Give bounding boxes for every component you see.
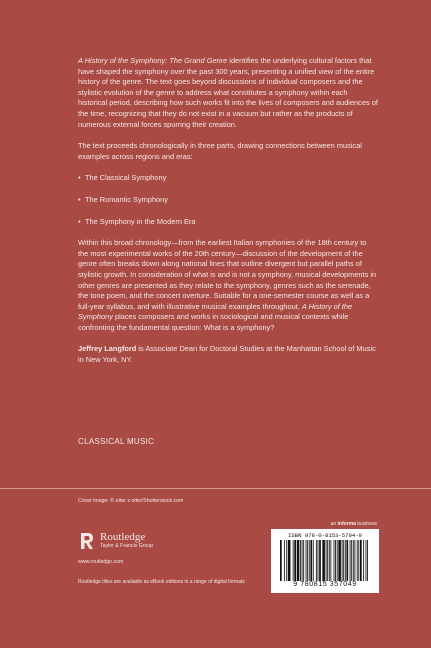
bullet-icon: • [78, 173, 81, 183]
barcode-bar [326, 540, 327, 581]
barcode-bar [354, 540, 355, 581]
bullet-icon: • [78, 216, 81, 226]
author-text: is Associate Dean for Doctoral Studies at the Manhattan School of Music in New York, NY. [78, 344, 376, 365]
barcode-bar [316, 540, 317, 581]
barcode-bar [288, 540, 291, 581]
isbn-barcode [271, 529, 379, 593]
routledge-logo-icon [78, 531, 96, 551]
publisher-group: Taylor & Francis Group [100, 543, 154, 549]
barcode-number: 9 780815 357049 [293, 581, 357, 588]
barcode-bar [284, 540, 285, 581]
cover-credit: Cover image: © otter x otter/Shutterstock.com [78, 498, 184, 504]
bullet-item [78, 217, 378, 228]
divider [0, 488, 431, 489]
barcode-bar [303, 540, 304, 581]
barcode-bar [366, 540, 367, 581]
routledge-logo [78, 531, 153, 551]
barcode-bars [280, 540, 370, 581]
ebook-note: Routledge titles are available as eBook editions in a range of digital formats [78, 579, 245, 585]
description-paragraph-2: The text proceeds chronologically in three parts, drawing connections between musical examples across regions and eras: [78, 141, 362, 161]
barcode-bar [338, 540, 341, 581]
barcode-bar [358, 540, 359, 581]
barcode-bar [351, 540, 352, 581]
barcode-bar [350, 540, 351, 581]
author-name: Jeffrey Langford [78, 344, 137, 354]
book-title-italic: A History of the Symphony [78, 301, 353, 322]
barcode-bar [327, 540, 328, 581]
barcode-bar [310, 540, 312, 581]
barcode-bar [357, 540, 358, 581]
barcode-bar [363, 540, 364, 581]
isbn-label: ISBN 978-0-8153-5704-9 [288, 532, 362, 539]
barcode-bar [345, 540, 346, 581]
bullet-label: The Romantic Symphony [85, 194, 168, 204]
description-text: places composers and works in sociological and musical contexts while confronting the fundamental question: What is a symphony? [78, 312, 349, 332]
barcode-bar [318, 540, 319, 581]
barcode-bar [297, 540, 300, 581]
barcode-bar [309, 540, 310, 581]
book-title-italic: A History of the Symphony: The Grand Genre [78, 56, 228, 65]
barcode-bar [346, 540, 348, 581]
barcode-bar [342, 540, 343, 581]
bullet-icon: • [78, 194, 81, 204]
informa-tagline: an informa business [330, 521, 377, 527]
description-paragraph-3 [78, 238, 378, 333]
barcode-bar [360, 540, 362, 581]
barcode-bar [329, 540, 330, 581]
barcode-bar [367, 540, 368, 581]
publisher-url: www.routledge.com [78, 559, 124, 565]
description-text: Within this broad chronology—from the earliest Italian symphonies of the 18th century to the most experimental works of the 20th century—discussion of the development of the genre often breaks down along national lines that outline divergent but parallel paths of stylistic growth. In consideration of what is and is not a symphony, musical developments in other genres are presented as they relate to the symphony, genres such as the serenade, the tone poem, and the concert overture. Suitable for a one-semester course as well as a full-year syllabus, and with illustrative musical examples throughout, [78, 238, 377, 311]
barcode-bar [335, 540, 336, 581]
barcode-bar [313, 540, 314, 581]
barcode-bar [307, 540, 308, 581]
barcode-bar [334, 540, 335, 581]
barcode-bar [293, 540, 294, 581]
barcode-bar [294, 540, 296, 581]
bullet-label: The Classical Symphony [85, 173, 167, 183]
barcode-bar [330, 540, 331, 581]
bullet-label: The Symphony in the Modern Era [85, 216, 196, 226]
bullet-item [78, 173, 378, 184]
barcode-bar [302, 540, 303, 581]
barcode-bar [300, 540, 301, 581]
barcode-bar [286, 540, 287, 581]
description-paragraph-1 [78, 56, 378, 130]
back-cover-description [78, 56, 378, 377]
barcode-bar [337, 540, 338, 581]
barcode-bar [306, 540, 307, 581]
description-text: identifies the underlying cultural factors that have shaped the symphony over the past 300 years, presenting a unified view of the entire history of the genre. The text goes beyond discussions of individual composers and the stylistic evolution of the genre to address what constitutes a symphony within each historical period, describing how such works fit into the lives of composers and audiences of the time, recognizing that they do not exist in a vacuum but rather as the products of numerous external forces spurring their creation. [78, 56, 378, 129]
informa-wordmark: informa [337, 521, 356, 527]
bullet-item [78, 195, 378, 206]
barcode-bar [322, 540, 325, 581]
author-bio [78, 344, 378, 365]
barcode-bar [353, 540, 354, 581]
subject-category: CLASSICAL MUSIC [78, 437, 155, 446]
publisher-name: Routledge [100, 531, 146, 543]
barcode-bar [319, 540, 321, 581]
barcode-bar [280, 540, 282, 581]
barcode-bar [343, 540, 344, 581]
